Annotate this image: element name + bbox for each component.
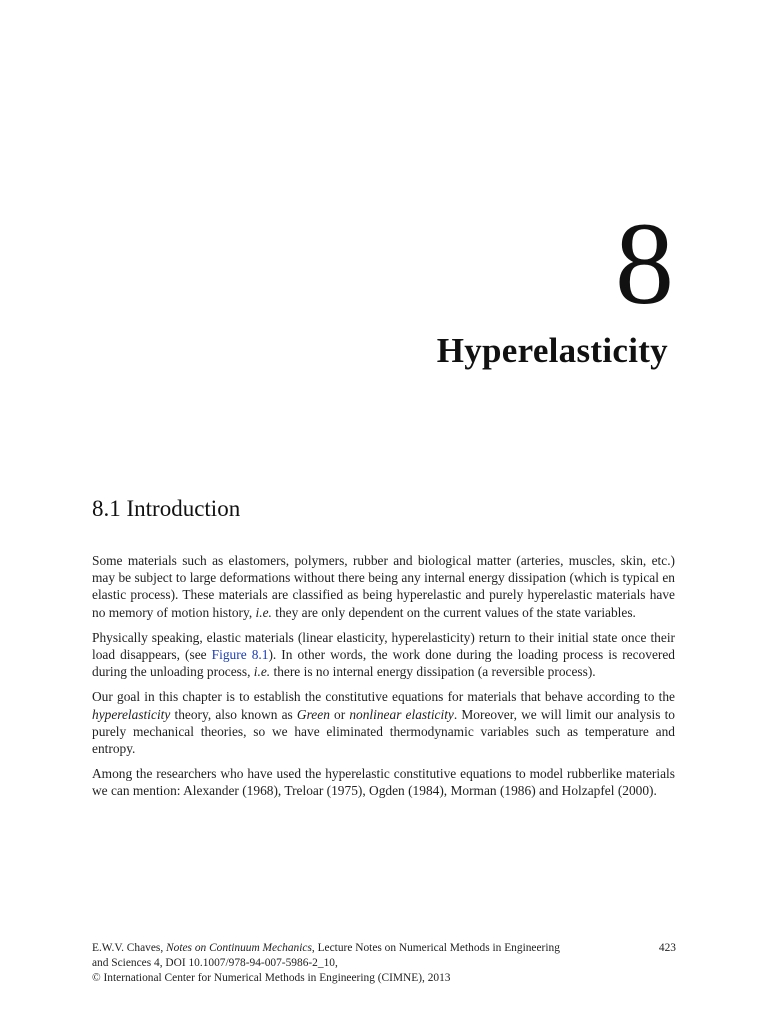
citation-series: , Lecture Notes on Numerical Methods in Engineering and Sciences 4, DOI 10.1007/978-94-007-5986-2_10,	[92, 942, 560, 969]
chapter-title: Hyperelasticity	[436, 331, 668, 370]
paragraph-3	[92, 688, 675, 757]
paragraph-3-text-c: or	[329, 706, 350, 722]
term-hyperelasticity: hyperelasticity	[92, 706, 171, 722]
term-nonlinear-elasticity: nonlinear elasticity	[349, 706, 454, 722]
copyright-line: © International Center for Numerical Methods in Engineering (CIMNE), 2013	[92, 972, 451, 984]
section-heading: 8.1 Introduction	[92, 496, 241, 521]
paragraph-2-text: Physically speaking, elastic materials (linear elasticity, hyperelasticity) return to their initial state once their load disappears, (see	[92, 629, 675, 663]
figure-link[interactable]: Figure 8.1	[211, 647, 269, 663]
paragraph-1	[92, 552, 675, 621]
ie-abbreviation: i.e.	[253, 664, 271, 680]
paragraph-3-text-end: . Moreover, we will limit our analysis to purely mechanical theories, so we have eliminated thermodynamic variables such as temperature and entropy.	[92, 706, 675, 757]
ie-abbreviation: i.e.	[255, 604, 272, 620]
chapter-number: 8	[615, 198, 674, 329]
term-green: Green	[296, 706, 330, 722]
body-text	[92, 552, 675, 808]
paragraph-2-text-end: there is no internal energy dissipation (a reversible process).	[270, 664, 596, 680]
paragraph-4: Among the researchers who have used the hyperelastic constitutive equations to model rubberlike materials we can mention: Alexander (1968), Treloar (1975), Ogden (1984), Morman (1986) and Holzapfel (2000).	[92, 766, 675, 799]
paragraph-1-text-end: they are only dependent on the current values of the state variables.	[271, 604, 636, 620]
citation-author: E.W.V. Chaves,	[92, 942, 167, 954]
paragraph-3-text-b: theory, also known as	[170, 706, 297, 722]
footer-citation	[92, 941, 675, 986]
page-number: 423	[658, 942, 676, 954]
citation-book-title: Notes on Continuum Mechanics	[166, 942, 312, 954]
citation-text	[92, 941, 562, 971]
paragraph-1-text: Some materials such as elastomers, polymers, rubber and biological matter (arteries, muscles, skin, etc.) may be subject to large deformations without there being any internal energy dissipation (which is typical en elastic process). These materials are classified as being hyperelastic and purely hyperelastic materials have no memory of motion history,	[92, 553, 675, 620]
paragraph-2-text-mid: ). In other words, the work done during the loading process is recovered during the unloading process,	[92, 647, 675, 680]
paragraph-3-text: Our goal in this chapter is to establish the constitutive equations for materials that behave according to the	[92, 689, 675, 705]
paragraph-2	[92, 629, 675, 681]
